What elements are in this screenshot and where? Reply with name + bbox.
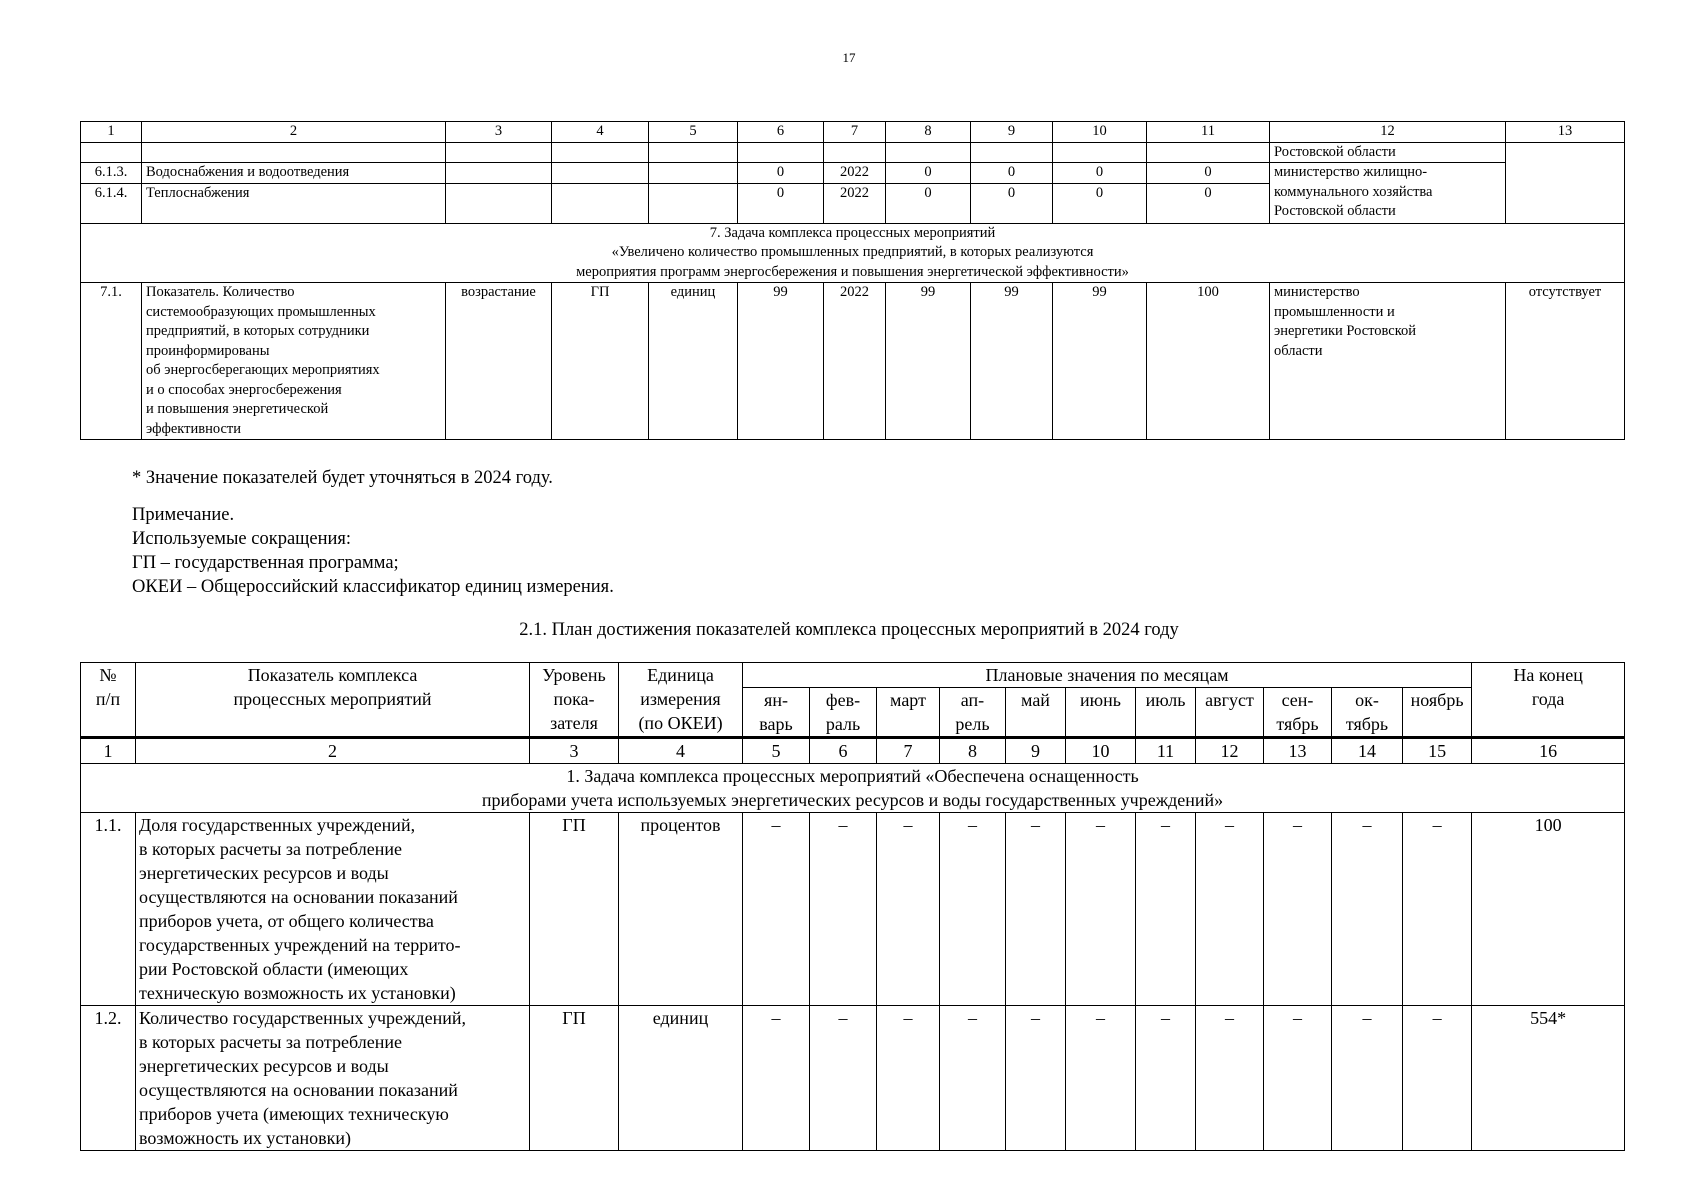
month-value: –: [1136, 1006, 1196, 1151]
cell: [649, 163, 738, 184]
cell: 0: [738, 183, 824, 223]
cell: [824, 142, 886, 163]
month-value: –: [1196, 813, 1264, 1006]
indicator-name: Водоснабжения и водоотведения: [142, 163, 446, 184]
responsible-cell: Ростовской области: [1270, 142, 1506, 163]
column-number-row: [81, 738, 1625, 764]
month-header: май: [1006, 688, 1066, 738]
col-number: 4: [619, 738, 743, 764]
footnote: * Значение показателей будет уточняться в 2024 году.: [132, 468, 553, 488]
month-value: –: [1264, 1006, 1332, 1151]
col-number: 2: [136, 738, 530, 764]
month-value: –: [1332, 1006, 1403, 1151]
cell: ГП: [552, 283, 649, 440]
col-number: 11: [1136, 738, 1196, 764]
indicator-level: ГП: [530, 1006, 619, 1151]
month-value: –: [1006, 813, 1066, 1006]
table-row: [81, 813, 1625, 1006]
col-number: 9: [1006, 738, 1066, 764]
col-number: 2: [142, 122, 446, 143]
cell: 100: [1147, 283, 1270, 440]
notes: [132, 503, 614, 599]
cell: отсутствует: [1506, 283, 1625, 440]
col-number: 12: [1270, 122, 1506, 143]
responsible-cell: министерство промышленности и энергетики Ростовской области: [1270, 283, 1506, 440]
header-num: № п/п: [81, 663, 136, 738]
col-number: 10: [1053, 122, 1147, 143]
cell: 0: [886, 183, 971, 223]
col-number: 6: [738, 122, 824, 143]
cell: [649, 183, 738, 223]
month-value: –: [1332, 813, 1403, 1006]
col-number: 15: [1403, 738, 1472, 764]
header-indicator: Показатель комплекса процессных мероприятий: [136, 663, 530, 738]
month-header: сен- тябрь: [1264, 688, 1332, 738]
row-number: 7.1.: [81, 283, 142, 440]
cell: [446, 142, 552, 163]
row-number: 6.1.3.: [81, 163, 142, 184]
note-line: ОКЕИ – Общероссийский классификатор единиц измерения.: [132, 577, 614, 597]
month-value: –: [940, 813, 1006, 1006]
end-of-year-value: 100: [1472, 813, 1625, 1006]
col-number: 1: [81, 738, 136, 764]
cell: 99: [1053, 283, 1147, 440]
col-number: 3: [530, 738, 619, 764]
indicator-unit: процентов: [619, 813, 743, 1006]
month-value: –: [810, 1006, 877, 1151]
col-number: 7: [877, 738, 940, 764]
col-number: 1: [81, 122, 142, 143]
header-level: Уровень пока- зателя: [530, 663, 619, 738]
col-number: 11: [1147, 122, 1270, 143]
month-value: –: [877, 813, 940, 1006]
task-7-title: 7. Задача комплекса процессных мероприятий «Увеличено количество промышленных предприятий, в которых реализуются мероприятия программ энергосбережения и повышения энергетической эффективности»: [81, 223, 1625, 283]
cell: [886, 142, 971, 163]
indicator-name: Доля государственных учреждений, в которых расчеты за потребление энергетических ресурсов и воды осуществляются на основании показаний приборов учета, от общего количества государственных учреждений на террито- рии Ростовской области (имеющих техническую возможность их установки): [136, 813, 530, 1006]
cell: [446, 183, 552, 223]
col-number: 6: [810, 738, 877, 764]
cell-13: [1506, 142, 1625, 223]
header-planned: Плановые значения по месяцам: [743, 663, 1472, 688]
task-1-title: 1. Задача комплекса процессных мероприятий «Обеспечена оснащенность приборами учета используемых энергетических ресурсов и воды государственных учреждений»: [81, 764, 1625, 813]
month-header: июнь: [1066, 688, 1136, 738]
col-number: 8: [886, 122, 971, 143]
cell: 0: [1053, 163, 1147, 184]
col-number: 5: [743, 738, 810, 764]
cell: [552, 183, 649, 223]
month-header: июль: [1136, 688, 1196, 738]
cell: 0: [1053, 183, 1147, 223]
month-value: –: [810, 813, 877, 1006]
cell: [971, 142, 1053, 163]
note-line: Используемые сокращения:: [132, 529, 352, 549]
cell: 0: [971, 183, 1053, 223]
cell: 0: [971, 163, 1053, 184]
cell: [649, 142, 738, 163]
col-number: 13: [1506, 122, 1625, 143]
note-line: Примечание.: [132, 505, 235, 525]
table-row: [81, 283, 1625, 440]
col-number: 14: [1332, 738, 1403, 764]
cell: 2022: [824, 183, 886, 223]
cell: [552, 142, 649, 163]
month-header: август: [1196, 688, 1264, 738]
cell: 0: [1147, 183, 1270, 223]
task-heading-row: [81, 764, 1625, 813]
row-number: 1.2.: [81, 1006, 136, 1151]
cell: [552, 163, 649, 184]
indicator-unit: единиц: [619, 1006, 743, 1151]
cell: 99: [886, 283, 971, 440]
cell: 0: [738, 163, 824, 184]
month-header: фев- раль: [810, 688, 877, 738]
month-value: –: [1403, 1006, 1472, 1151]
note-line: ГП – государственная программа;: [132, 553, 399, 573]
cell: возрастание: [446, 283, 552, 440]
indicators-table-continued: [80, 121, 1625, 440]
task-heading-row: [81, 223, 1625, 283]
col-number: 9: [971, 122, 1053, 143]
cell: [738, 142, 824, 163]
month-header: ап- рель: [940, 688, 1006, 738]
cell: [1147, 142, 1270, 163]
row-number: 6.1.4.: [81, 183, 142, 223]
col-number: 13: [1264, 738, 1332, 764]
month-header: ян- варь: [743, 688, 810, 738]
col-number: 12: [1196, 738, 1264, 764]
month-value: –: [940, 1006, 1006, 1151]
section-caption: 2.1. План достижения показателей комплекса процессных мероприятий в 2024 году: [519, 620, 1179, 640]
month-value: –: [1136, 813, 1196, 1006]
col-number: 7: [824, 122, 886, 143]
month-value: –: [1196, 1006, 1264, 1151]
month-value: –: [743, 813, 810, 1006]
month-value: –: [1066, 813, 1136, 1006]
indicator-level: ГП: [530, 813, 619, 1006]
month-value: –: [743, 1006, 810, 1151]
month-value: –: [1066, 1006, 1136, 1151]
col-number: 3: [446, 122, 552, 143]
row-number: 1.1.: [81, 813, 136, 1006]
indicator-name: Теплоснабжения: [142, 183, 446, 223]
indicator-name: Количество государственных учреждений, в которых расчеты за потребление энергетических ресурсов и воды осуществляются на основании показаний приборов учета (имеющих техническую возможность их установки): [136, 1006, 530, 1151]
month-value: –: [877, 1006, 940, 1151]
end-of-year-value: 554*: [1472, 1006, 1625, 1151]
cell: 99: [738, 283, 824, 440]
month-value: –: [1403, 813, 1472, 1006]
table-row: [81, 142, 1625, 163]
cell: [446, 163, 552, 184]
header-end-of-year: На конец года: [1472, 663, 1625, 738]
cell: 2022: [824, 283, 886, 440]
header-unit: Единица измерения (по ОКЕИ): [619, 663, 743, 738]
table-row: [81, 1006, 1625, 1151]
indicator-name: Показатель. Количество системообразующих промышленных предприятий, в которых сотрудники проинформированы об энергосберегающих мероприятиях и о способах энергосбережения и повышения энергетической эффективности: [142, 283, 446, 440]
col-number: 10: [1066, 738, 1136, 764]
month-value: –: [1006, 1006, 1066, 1151]
cell: 99: [971, 283, 1053, 440]
table-row: [81, 163, 1625, 184]
row-number: [81, 142, 142, 163]
cell: 2022: [824, 163, 886, 184]
column-number-row: [81, 122, 1625, 143]
indicator-name: [142, 142, 446, 163]
monthly-plan-table: [80, 662, 1625, 1151]
month-header: ок- тябрь: [1332, 688, 1403, 738]
cell: единиц: [649, 283, 738, 440]
month-value: –: [1264, 813, 1332, 1006]
cell: 0: [886, 163, 971, 184]
month-header: ноябрь: [1403, 688, 1472, 738]
header-row: [81, 663, 1625, 688]
cell: 0: [1147, 163, 1270, 184]
col-number: 4: [552, 122, 649, 143]
col-number: 5: [649, 122, 738, 143]
cell: [1053, 142, 1147, 163]
month-header: март: [877, 688, 940, 738]
page-number: 17: [842, 50, 856, 65]
col-number: 8: [940, 738, 1006, 764]
col-number: 16: [1472, 738, 1625, 764]
responsible-cell: министерство жилищно- коммунального хозяйства Ростовской области: [1270, 163, 1506, 224]
